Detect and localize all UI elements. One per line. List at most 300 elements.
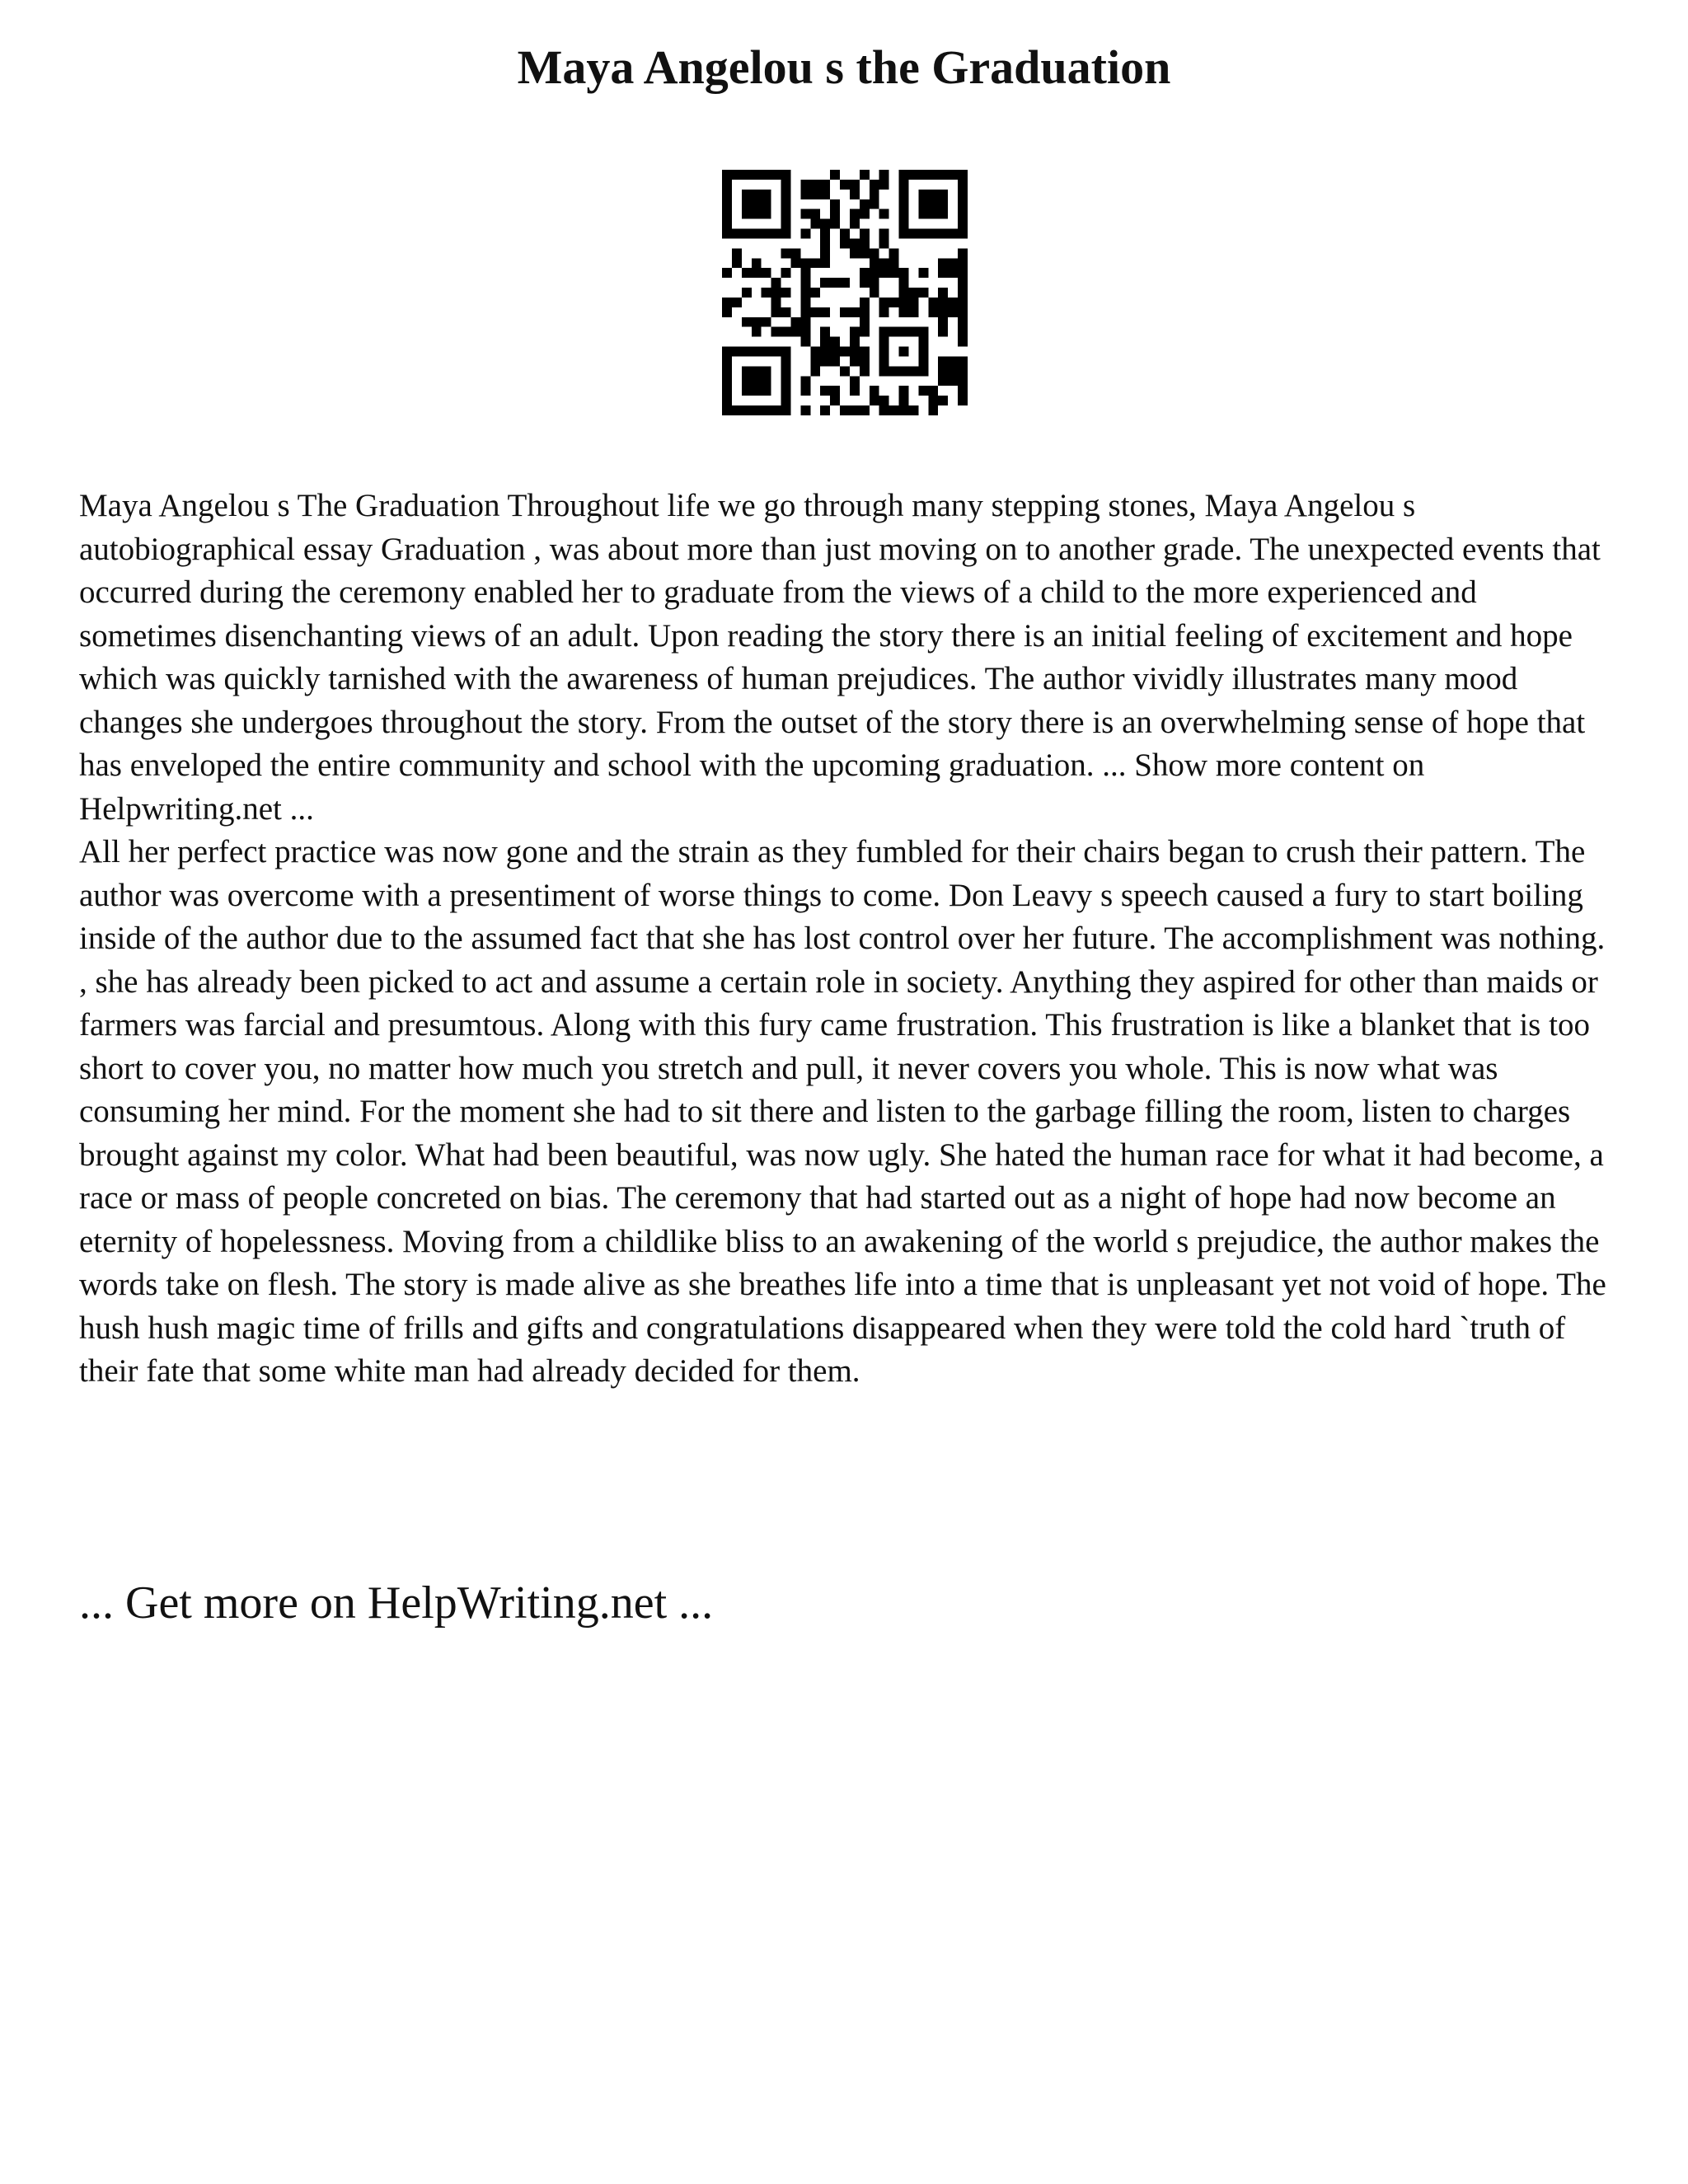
qr-module bbox=[918, 386, 928, 396]
qr-module bbox=[762, 317, 771, 327]
qr-module bbox=[800, 258, 810, 268]
qr-module bbox=[899, 366, 909, 376]
qr-module bbox=[781, 170, 791, 180]
qr-module bbox=[938, 356, 948, 366]
qr-module bbox=[742, 386, 752, 396]
qr-module bbox=[800, 405, 810, 415]
qr-module bbox=[830, 170, 840, 180]
qr-module bbox=[918, 229, 928, 239]
qr-module bbox=[742, 190, 752, 199]
qr-module bbox=[958, 268, 968, 278]
qr-module bbox=[742, 268, 752, 278]
qr-module bbox=[918, 209, 928, 219]
qr-module bbox=[889, 327, 899, 337]
qr-module bbox=[800, 278, 810, 288]
qr-module bbox=[948, 356, 958, 366]
qr-module bbox=[781, 376, 791, 386]
qr-module bbox=[722, 307, 732, 317]
qr-module bbox=[810, 180, 820, 190]
qr-module bbox=[860, 199, 870, 209]
qr-module bbox=[771, 288, 781, 298]
qr-module bbox=[820, 307, 830, 317]
qr-module bbox=[820, 219, 830, 229]
qr-module bbox=[781, 180, 791, 190]
qr-module bbox=[850, 209, 860, 219]
qr-module bbox=[762, 288, 771, 298]
qr-module bbox=[722, 347, 732, 357]
qr-module bbox=[742, 288, 752, 298]
qr-module bbox=[830, 396, 840, 405]
qr-module bbox=[752, 199, 762, 209]
qr-module bbox=[820, 405, 830, 415]
qr-module bbox=[762, 170, 771, 180]
qr-module bbox=[800, 229, 810, 239]
qr-module bbox=[752, 386, 762, 396]
qr-module bbox=[938, 376, 948, 386]
get-more-link[interactable]: ... Get more on HelpWriting.net ... bbox=[79, 1577, 714, 1629]
qr-module bbox=[928, 190, 938, 199]
qr-module bbox=[850, 337, 860, 347]
qr-module bbox=[820, 337, 830, 347]
qr-module bbox=[879, 170, 889, 180]
qr-module bbox=[752, 190, 762, 199]
qr-module bbox=[790, 327, 800, 337]
qr-module bbox=[840, 307, 850, 317]
qr-module bbox=[742, 199, 752, 209]
qr-module bbox=[742, 347, 752, 357]
qr-module bbox=[732, 248, 742, 258]
qr-module bbox=[781, 248, 791, 258]
qr-module bbox=[918, 170, 928, 180]
qr-module bbox=[762, 268, 771, 278]
qr-module bbox=[752, 170, 762, 180]
qr-module bbox=[889, 258, 899, 268]
qr-module bbox=[771, 327, 781, 337]
qr-module bbox=[928, 199, 938, 209]
qr-module bbox=[830, 278, 840, 288]
qr-module bbox=[722, 396, 732, 405]
qr-module bbox=[958, 376, 968, 386]
qr-module bbox=[879, 209, 889, 219]
qr-module bbox=[899, 278, 909, 288]
qr-module bbox=[938, 199, 948, 209]
qr-module bbox=[732, 229, 742, 239]
qr-module bbox=[958, 209, 968, 219]
qr-module bbox=[860, 278, 870, 288]
qr-module bbox=[752, 347, 762, 357]
qr-module bbox=[958, 307, 968, 317]
qr-module bbox=[958, 288, 968, 298]
qr-module bbox=[781, 356, 791, 366]
qr-module bbox=[820, 258, 830, 268]
qr-module bbox=[820, 347, 830, 357]
qr-module bbox=[722, 405, 732, 415]
qr-module bbox=[830, 219, 840, 229]
qr-module bbox=[908, 327, 918, 337]
qr-module bbox=[742, 376, 752, 386]
qr-module bbox=[899, 180, 909, 190]
qr-module bbox=[800, 307, 810, 317]
qr-module bbox=[850, 347, 860, 357]
qr-module bbox=[928, 229, 938, 239]
qr-module bbox=[810, 288, 820, 298]
qr-module bbox=[918, 199, 928, 209]
qr-module bbox=[820, 278, 830, 288]
qr-module bbox=[899, 386, 909, 396]
qr-module bbox=[762, 347, 771, 357]
qr-module bbox=[938, 307, 948, 317]
qr-module bbox=[948, 258, 958, 268]
qr-module bbox=[800, 317, 810, 327]
qr-module bbox=[850, 386, 860, 396]
qr-module bbox=[899, 190, 909, 199]
qr-module bbox=[948, 366, 958, 376]
qr-module bbox=[850, 327, 860, 337]
qr-module bbox=[800, 386, 810, 396]
qr-module bbox=[918, 356, 928, 366]
qr-module bbox=[958, 199, 968, 209]
qr-module bbox=[752, 268, 762, 278]
qr-module bbox=[781, 288, 791, 298]
qr-module bbox=[958, 170, 968, 180]
qr-module bbox=[908, 229, 918, 239]
qr-module bbox=[830, 356, 840, 366]
qr-module bbox=[879, 258, 889, 268]
qr-module bbox=[800, 180, 810, 190]
qr-module bbox=[908, 298, 918, 307]
qr-module bbox=[840, 366, 850, 376]
qr-module bbox=[928, 396, 938, 405]
qr-module bbox=[810, 307, 820, 317]
qr-module bbox=[879, 356, 889, 366]
qr-module bbox=[958, 229, 968, 239]
qr-module bbox=[948, 298, 958, 307]
qr-module bbox=[732, 258, 742, 268]
qr-module bbox=[820, 356, 830, 366]
qr-module bbox=[879, 337, 889, 347]
qr-module bbox=[722, 209, 732, 219]
qr-module bbox=[771, 298, 781, 307]
qr-module bbox=[850, 190, 860, 199]
qr-module bbox=[840, 405, 850, 415]
qr-module bbox=[948, 268, 958, 278]
qr-module bbox=[800, 190, 810, 199]
qr-code-image bbox=[722, 170, 968, 415]
qr-module bbox=[752, 229, 762, 239]
qr-module bbox=[870, 386, 879, 396]
qr-module bbox=[850, 180, 860, 190]
qr-module bbox=[722, 366, 732, 376]
qr-module bbox=[938, 170, 948, 180]
qr-module bbox=[762, 405, 771, 415]
qr-module bbox=[850, 405, 860, 415]
qr-module bbox=[840, 229, 850, 239]
qr-module bbox=[889, 366, 899, 376]
qr-module bbox=[762, 376, 771, 386]
qr-module bbox=[850, 238, 860, 248]
qr-module bbox=[800, 268, 810, 278]
qr-module bbox=[722, 356, 732, 366]
qr-module bbox=[830, 209, 840, 219]
qr-module bbox=[781, 366, 791, 376]
qr-module bbox=[860, 229, 870, 239]
qr-module bbox=[810, 366, 820, 376]
qr-module bbox=[722, 386, 732, 396]
qr-module bbox=[879, 396, 889, 405]
qr-module bbox=[840, 347, 850, 357]
qr-module bbox=[781, 396, 791, 405]
qr-module bbox=[742, 366, 752, 376]
qr-module bbox=[771, 405, 781, 415]
qr-module bbox=[899, 327, 909, 337]
qr-module bbox=[938, 229, 948, 239]
qr-module bbox=[918, 190, 928, 199]
qr-module bbox=[781, 307, 791, 317]
qr-module bbox=[762, 209, 771, 219]
qr-module bbox=[860, 238, 870, 248]
qr-module bbox=[879, 307, 889, 317]
qr-module bbox=[790, 258, 800, 268]
qr-module bbox=[908, 307, 918, 317]
qr-module bbox=[722, 219, 732, 229]
qr-module bbox=[781, 347, 791, 357]
qr-module bbox=[938, 258, 948, 268]
qr-module bbox=[800, 288, 810, 298]
qr-module bbox=[958, 278, 968, 288]
qr-module bbox=[870, 199, 879, 209]
essay-paragraph-1: Maya Angelou s The Graduation Throughout life we go through many stepping stones, Maya Angelou s autobiographical essay Graduation , was about more than just moving on to another grade. The unexpected events that occurred during the ceremony enabled her to graduate from the views of a child to the more experienced and sometimes disenchanting views of an adult. Upon reading the story there is an initial feeling of excitement and hope which was quickly tarnished with the awareness of human prejudices. The author vividly illustrates many mood changes she undergoes throughout the story. From the outset of the story there is an overwhelming sense of hope that has enveloped the entire community and school with the upcoming graduation. ... Show more content on Helpwriting.net ... bbox=[79, 488, 1601, 827]
page-title: Maya Angelou s the Graduation bbox=[517, 40, 1171, 94]
qr-module bbox=[771, 347, 781, 357]
qr-module bbox=[879, 298, 889, 307]
qr-module bbox=[899, 199, 909, 209]
qr-module bbox=[889, 298, 899, 307]
qr-module bbox=[938, 298, 948, 307]
qr-module bbox=[860, 356, 870, 366]
qr-module bbox=[742, 170, 752, 180]
qr-module bbox=[860, 405, 870, 415]
qr-module bbox=[722, 180, 732, 190]
qr-module bbox=[908, 288, 918, 298]
qr-module bbox=[771, 307, 781, 317]
qr-module bbox=[820, 238, 830, 248]
qr-module bbox=[850, 376, 860, 386]
qr-module bbox=[800, 209, 810, 219]
qr-module bbox=[820, 229, 830, 239]
qr-module bbox=[958, 180, 968, 190]
qr-module bbox=[762, 366, 771, 376]
qr-module bbox=[742, 405, 752, 415]
qr-module bbox=[742, 229, 752, 239]
qr-module bbox=[958, 248, 968, 258]
qr-module bbox=[870, 268, 879, 278]
qr-module bbox=[879, 327, 889, 337]
qr-module bbox=[928, 307, 938, 317]
qr-module bbox=[899, 405, 909, 415]
qr-module bbox=[800, 376, 810, 386]
qr-module bbox=[918, 347, 928, 357]
qr-module bbox=[860, 268, 870, 278]
qr-module bbox=[879, 180, 889, 190]
qr-module bbox=[722, 298, 732, 307]
qr-module bbox=[918, 327, 928, 337]
qr-module bbox=[948, 229, 958, 239]
qr-module bbox=[810, 347, 820, 357]
qr-module bbox=[840, 180, 850, 190]
qr-module bbox=[781, 386, 791, 396]
qr-module bbox=[810, 209, 820, 219]
qr-module bbox=[742, 317, 752, 327]
qr-module bbox=[850, 219, 860, 229]
qr-module bbox=[908, 366, 918, 376]
qr-module bbox=[771, 229, 781, 239]
essay-paragraph-2: All her perfect practice was now gone and the strain as they fumbled for their chairs began to crush their pattern. The author was overcome with a presentiment of worse things to come. Don Leavy s speech caused a fury to start boiling inside of the author due to the assumed fact that she has lost control over her future. The accomplishment was nothing. , she has already been picked to act and assume a certain role in society. Anything they aspired for other than maids or farmers was farcial and presumtous. Along with this fury came frustration. This frustration is like a blanket that is too short to cover you, no matter how much you stretch and pull, it never covers you whole. This is now what was consuming her mind. For the moment she had to sit there and listen to the garbage filling the room, listen to charges brought against my color. What had been beautiful, was now ugly. She hated the human race for what it had become, a race or mass of people concreted on bias. The ceremony that had started out as a night of hope had now become an eternity of hopelessness. Moving from a childlike bliss to an awakening of the world s prejudice, the author makes the words take on flesh. The story is made alive as she breathes life into a time that is unpleasant yet not void of hope. The hush hush magic time of frills and gifts and congratulations disappeared when they were told the cold hard `truth of their fate that some white man had already decided for them. bbox=[79, 834, 1606, 1389]
qr-module bbox=[938, 190, 948, 199]
qr-module bbox=[879, 405, 889, 415]
qr-module bbox=[722, 190, 732, 199]
qr-module bbox=[918, 288, 928, 298]
qr-module bbox=[918, 366, 928, 376]
qr-module bbox=[800, 337, 810, 347]
qr-module bbox=[928, 209, 938, 219]
qr-module bbox=[820, 190, 830, 199]
qr-module bbox=[899, 307, 909, 317]
qr-module bbox=[860, 327, 870, 337]
qr-module bbox=[889, 248, 899, 258]
qr-module bbox=[781, 405, 791, 415]
qr-module bbox=[790, 248, 800, 258]
qr-module bbox=[781, 219, 791, 229]
qr-module bbox=[928, 386, 938, 396]
qr-module bbox=[899, 219, 909, 229]
qr-module bbox=[830, 386, 840, 396]
qr-module bbox=[948, 307, 958, 317]
qr-module bbox=[908, 405, 918, 415]
qr-module bbox=[830, 199, 840, 209]
qr-module bbox=[840, 238, 850, 248]
qr-module bbox=[899, 288, 909, 298]
qr-module bbox=[899, 229, 909, 239]
qr-module bbox=[771, 278, 781, 288]
qr-module bbox=[732, 347, 742, 357]
qr-module bbox=[752, 376, 762, 386]
qr-module bbox=[722, 376, 732, 386]
qr-module bbox=[820, 386, 830, 396]
qr-module bbox=[800, 327, 810, 337]
qr-module bbox=[870, 248, 879, 258]
qr-module bbox=[899, 209, 909, 219]
qr-module bbox=[918, 337, 928, 347]
qr-module bbox=[781, 190, 791, 199]
qr-module bbox=[752, 258, 762, 268]
qr-module bbox=[781, 229, 791, 239]
qr-code-icon bbox=[722, 170, 968, 415]
qr-module bbox=[870, 288, 879, 298]
qr-module bbox=[958, 317, 968, 327]
qr-module bbox=[752, 405, 762, 415]
qr-module bbox=[850, 248, 860, 258]
qr-module bbox=[850, 307, 860, 317]
qr-module bbox=[899, 298, 909, 307]
qr-module bbox=[948, 170, 958, 180]
qr-module bbox=[722, 268, 732, 278]
qr-module bbox=[752, 209, 762, 219]
qr-module bbox=[830, 337, 840, 347]
qr-module bbox=[928, 298, 938, 307]
qr-module bbox=[938, 268, 948, 278]
qr-module bbox=[781, 199, 791, 209]
qr-module bbox=[820, 248, 830, 258]
qr-module bbox=[830, 347, 840, 357]
qr-module bbox=[899, 268, 909, 278]
qr-module bbox=[722, 199, 732, 209]
qr-module bbox=[790, 317, 800, 327]
qr-module bbox=[870, 180, 879, 190]
qr-module bbox=[879, 238, 889, 248]
essay-body bbox=[79, 485, 1620, 1394]
qr-module bbox=[889, 268, 899, 278]
qr-module bbox=[879, 347, 889, 357]
qr-module bbox=[850, 356, 860, 366]
qr-module bbox=[781, 268, 791, 278]
qr-module bbox=[860, 248, 870, 258]
qr-module bbox=[860, 298, 870, 307]
qr-module bbox=[810, 356, 820, 366]
qr-module bbox=[899, 347, 909, 357]
qr-module bbox=[771, 170, 781, 180]
qr-module bbox=[938, 288, 948, 298]
qr-module bbox=[958, 386, 968, 396]
qr-module bbox=[908, 170, 918, 180]
qr-module bbox=[870, 258, 879, 268]
qr-module bbox=[958, 298, 968, 307]
qr-module bbox=[732, 170, 742, 180]
qr-module bbox=[860, 209, 870, 219]
qr-module bbox=[879, 366, 889, 376]
qr-module bbox=[810, 219, 820, 229]
qr-module bbox=[958, 337, 968, 347]
qr-module bbox=[762, 199, 771, 209]
qr-module bbox=[781, 209, 791, 219]
qr-module bbox=[958, 356, 968, 366]
qr-module bbox=[840, 278, 850, 288]
qr-module bbox=[870, 396, 879, 405]
qr-module bbox=[820, 327, 830, 337]
qr-module bbox=[752, 366, 762, 376]
qr-module bbox=[928, 405, 938, 415]
qr-module bbox=[958, 219, 968, 229]
qr-module bbox=[810, 258, 820, 268]
qr-module bbox=[860, 170, 870, 180]
qr-module bbox=[918, 268, 928, 278]
qr-module bbox=[938, 209, 948, 219]
qr-module bbox=[879, 229, 889, 239]
qr-module bbox=[722, 170, 732, 180]
qr-module bbox=[860, 307, 870, 317]
qr-module bbox=[958, 366, 968, 376]
qr-module bbox=[762, 229, 771, 239]
qr-module bbox=[938, 396, 948, 405]
qr-module bbox=[762, 386, 771, 396]
qr-module bbox=[732, 298, 742, 307]
qr-module bbox=[958, 327, 968, 337]
qr-module bbox=[948, 376, 958, 386]
qr-module bbox=[928, 170, 938, 180]
qr-module bbox=[860, 347, 870, 357]
qr-module bbox=[732, 405, 742, 415]
qr-module bbox=[762, 190, 771, 199]
qr-module bbox=[958, 396, 968, 405]
